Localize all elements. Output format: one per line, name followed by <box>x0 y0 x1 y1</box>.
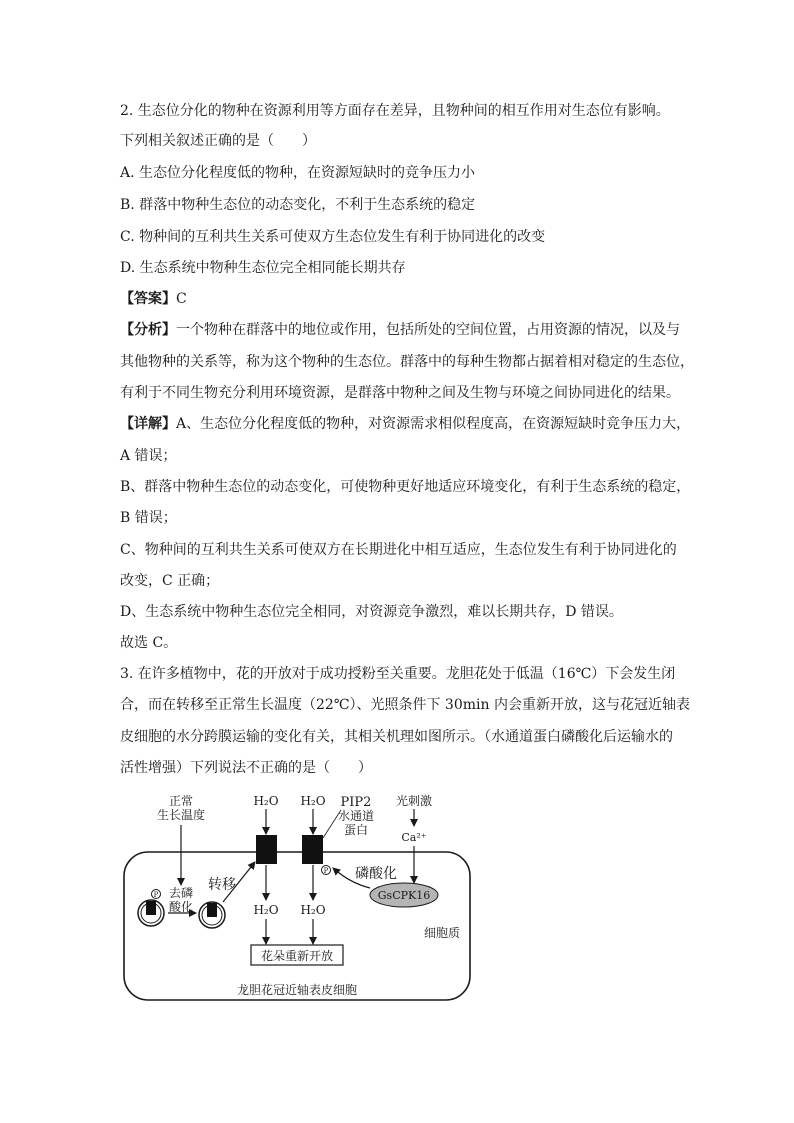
phosphate-p-left: P <box>153 891 159 899</box>
q2-detail-line6: 改变，C 正确； <box>120 573 220 589</box>
q2-detail-line4: B 错误； <box>120 510 177 526</box>
q2-analysis-line3: 有利于不同生物充分利用环境资源，是群落中物种之间及生物与环境之间协同进化的结果。 <box>120 385 680 401</box>
pip2-label: PIP2 <box>340 795 372 810</box>
ca-label: Ca²⁺ <box>401 831 427 844</box>
q2-option-d: D. 生态系统中物种生态位完全相同能长期共存 <box>120 260 406 276</box>
dephos-label-1: 去磷 <box>168 886 194 900</box>
q2-option-a: A. 生态位分化程度低的物种，在资源短缺时的竞争压力小 <box>120 165 476 181</box>
q2-answer <box>120 289 187 309</box>
cytoplasm-label: 细胞质 <box>423 926 461 940</box>
analysis-tag: 【分析】 <box>120 322 176 338</box>
phosphate-p-right: P <box>323 867 329 875</box>
q2-detail-line2: A 错误； <box>120 448 177 464</box>
channel-label-1: 水通道 <box>337 809 375 823</box>
transfer-label: 转移 <box>208 877 236 893</box>
q2-option-c: C. 物种间的互利共生关系可使双方生态位发生有利于协同进化的改变 <box>120 229 546 245</box>
mechanism-figure <box>115 788 480 1006</box>
enzyme-label: GsCPK16 <box>377 889 431 902</box>
q3-stem-line3: 皮细胞的水分跨膜运输的变化有关，其相关机理如图所示。（水通道蛋白磷酸化后运输水的 <box>120 729 673 745</box>
aquaporin-right <box>302 835 323 864</box>
answer-tag: 【答案】 <box>120 291 176 307</box>
q2-detail-line1 <box>120 414 690 434</box>
reopen-label: 花朵重新开放 <box>260 949 334 963</box>
q2-stem-line2: 下列相关叙述正确的是（ ） <box>120 133 316 149</box>
h2o-label-top-left: H₂O <box>253 794 279 808</box>
detail-text-1: A、生态位分化程度低的物种，对资源需求相似程度高，在资源短缺时竞争压力大， <box>176 416 691 432</box>
q2-conclusion: 故选 C。 <box>120 635 178 651</box>
q3-stem-line1: 3. 在许多植物中，花的开放对于成功授粉至关重要。龙胆花处于低温（16℃）下会发生闭 <box>120 666 676 682</box>
vesicle-left-protein <box>146 901 156 915</box>
pip2-pointer <box>323 810 341 838</box>
q3-stem-line2: 合，而在转移至正常生长温度（22℃）、光照条件下 30min 内会重新开放，这与花冠近轴表 <box>120 697 690 713</box>
dephos-label-2: 酸化 <box>168 900 194 914</box>
q2-analysis-line1 <box>120 320 680 340</box>
analysis-text-1: 一个物种在群落中的地位或作用，包括所处的空间位置，占用资源的情况，以及与 <box>176 322 680 338</box>
h2o-label-mid-right: H₂O <box>300 903 326 917</box>
q2-stem-line1: 2. 生态位分化的物种在资源利用等方面存在差异，且物种间的相互作用对生态位有影响。 <box>120 103 670 119</box>
q2-detail-line3: B、群落中物种生态位的动态变化，可使物种更好地适应环境变化，有利于生态系统的稳定， <box>120 479 691 495</box>
phos-label: 磷酸化 <box>355 866 397 882</box>
q2-option-b: B. 群落中物种生态位的动态变化，不利于生态系统的稳定 <box>120 197 476 213</box>
q3-stem-line4: 活性增强）下列说法不正确的是（ ） <box>120 760 372 776</box>
vesicle-right-protein <box>207 903 217 917</box>
light-label: 光刺激 <box>395 794 433 808</box>
detail-tag: 【详解】 <box>120 416 176 432</box>
normal-temp-label-1: 正常 <box>168 794 194 808</box>
normal-temp-label-2: 生长温度 <box>156 808 206 822</box>
h2o-label-mid-left: H₂O <box>253 903 279 917</box>
cell-label: 龙胆花冠近轴表皮细胞 <box>236 983 358 997</box>
q2-analysis-line2: 其他物种的关系等，称为这个物种的生态位。群落中的每种生物都占据着相对稳定的生态位， <box>120 354 694 370</box>
q2-detail-line7: D、生态系统中物种生态位完全相同，对资源竞争激烈，难以长期共存，D 错误。 <box>120 604 623 620</box>
h2o-label-top-right: H₂O <box>300 794 326 808</box>
channel-label-2: 蛋白 <box>343 823 369 837</box>
answer-value: C <box>176 291 187 307</box>
aquaporin-left <box>256 835 277 864</box>
cell-outline <box>124 852 470 1000</box>
q2-detail-line5: C、物种间的互利共生关系可使双方在长期进化中相互适应，生态位发生有利于协同进化的 <box>120 542 677 558</box>
